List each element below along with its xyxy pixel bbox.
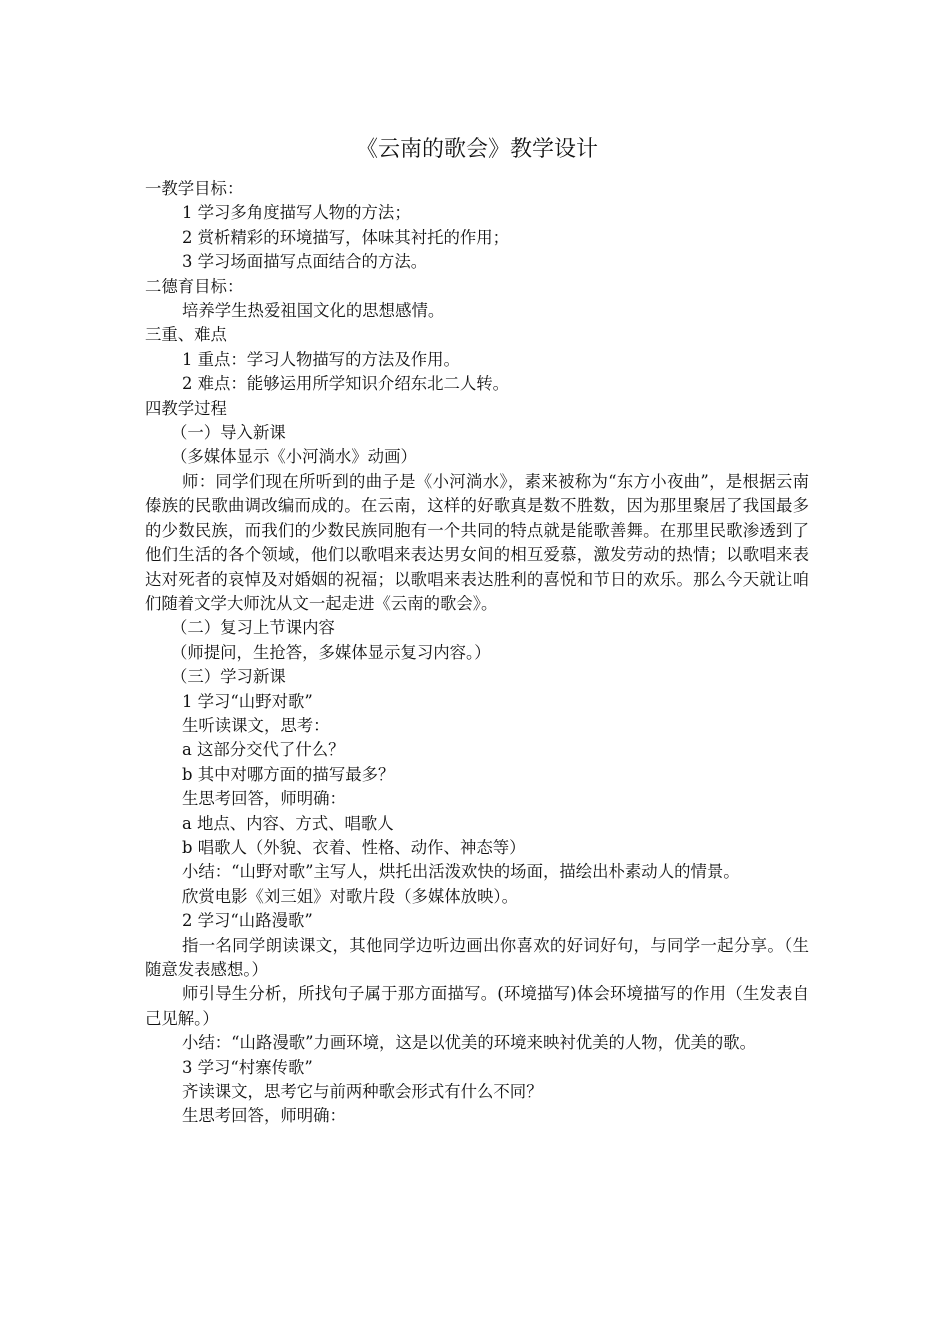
body-line: （师提问，生抢答，多媒体显示复习内容。） [171,642,491,662]
body-line: （一）导入新课 [171,423,286,443]
body-line: 3 学习场面描写点面结合的方法。 [182,252,428,272]
body-line: 3 学习“村寨传歌” [182,1057,313,1077]
body-line: a 这部分交代了什么？ [182,740,345,760]
body-line: （多媒体显示《小河淌水》动画） [171,447,417,467]
document-body [145,177,809,1129]
body-line: 欣赏电影《刘三姐》对歌片段（多媒体放映）。 [182,886,519,906]
body-paragraph: 小结：“山野对歌”主写人，烘托出活泼欢快的场面，描绘出朴素动人的情景。 [182,862,740,882]
body-line: b 唱歌人（外貌、衣着、性格、动作、神态等） [182,837,526,857]
body-line: （三）学习新课 [171,667,286,687]
body-line: 齐读课文，思考它与前两种歌会形式有什么不同？ [182,1082,543,1102]
body-paragraph: 小结：“山路漫歌”力画环境，这是以优美的环境来映衬优美的人物，优美的歌。 [182,1033,757,1053]
body-line: 1 学习多角度描写人物的方法； [182,203,411,223]
body-line: 生思考回答，师明确： [182,789,346,809]
body-line: 2 赏析精彩的环境描写，体味其衬托的作用； [182,227,510,247]
document-title: 《云南的歌会》教学设计 [355,137,598,162]
body-line: 1 学习“山野对歌” [182,691,313,711]
body-paragraph: 指一名同学朗读课文，其他同学边听边画出你喜欢的好词好句，与同学一起分享。（生随意发表感想。） [145,935,809,979]
body-line: 2 学习“山路漫歌” [182,911,313,931]
body-line: 1 重点：学习人物描写的方法及作用。 [182,349,460,369]
body-line: （二）复习上节课内容 [171,618,335,638]
body-line: 生思考回答，师明确： [182,1106,346,1126]
body-line: 三重、难点 [145,325,227,345]
body-line: 培养学生热爱祖国文化的思想感情。 [182,301,445,321]
body-line: b 其中对哪方面的描写最多？ [182,764,395,784]
body-paragraph: 师引导生分析，所找句子属于那方面描写。(环境描写)体会环境描写的作用（生发表自己见解。） [145,984,809,1028]
body-line: 生听读课文，思考： [182,715,330,735]
body-line: a 地点、内容、方式、唱歌人 [182,813,394,833]
document-page [145,135,809,1129]
body-paragraph: 师：同学们现在所听到的曲子是《小河淌水》，素来被称为“东方小夜曲”，是根据云南傣族的民歌曲调改编而成的。在云南，这样的好歌真是数不胜数，因为那里聚居了我国最多的少数民族，而我们的少数民族同胞有一个共同的特点就是能歌善舞。在那里民歌渗透到了他们生活的各个领域，他们以歌唱来表达男女间的相互爱慕，激发劳动的热情；以歌唱来表达对死者的哀悼及对婚姻的祝福；以歌唱来表达胜利的喜悦和节日的欢乐。那么今天就让咱们随着文学大师沈从文一起走进《云南的歌会》。 [145,471,809,613]
body-line: 二德育目标： [145,276,244,296]
body-line: 2 难点：能够运用所学知识介绍东北二人转。 [182,374,510,394]
body-line: 一教学目标： [145,179,244,198]
body-line: 四教学过程 [145,398,227,418]
